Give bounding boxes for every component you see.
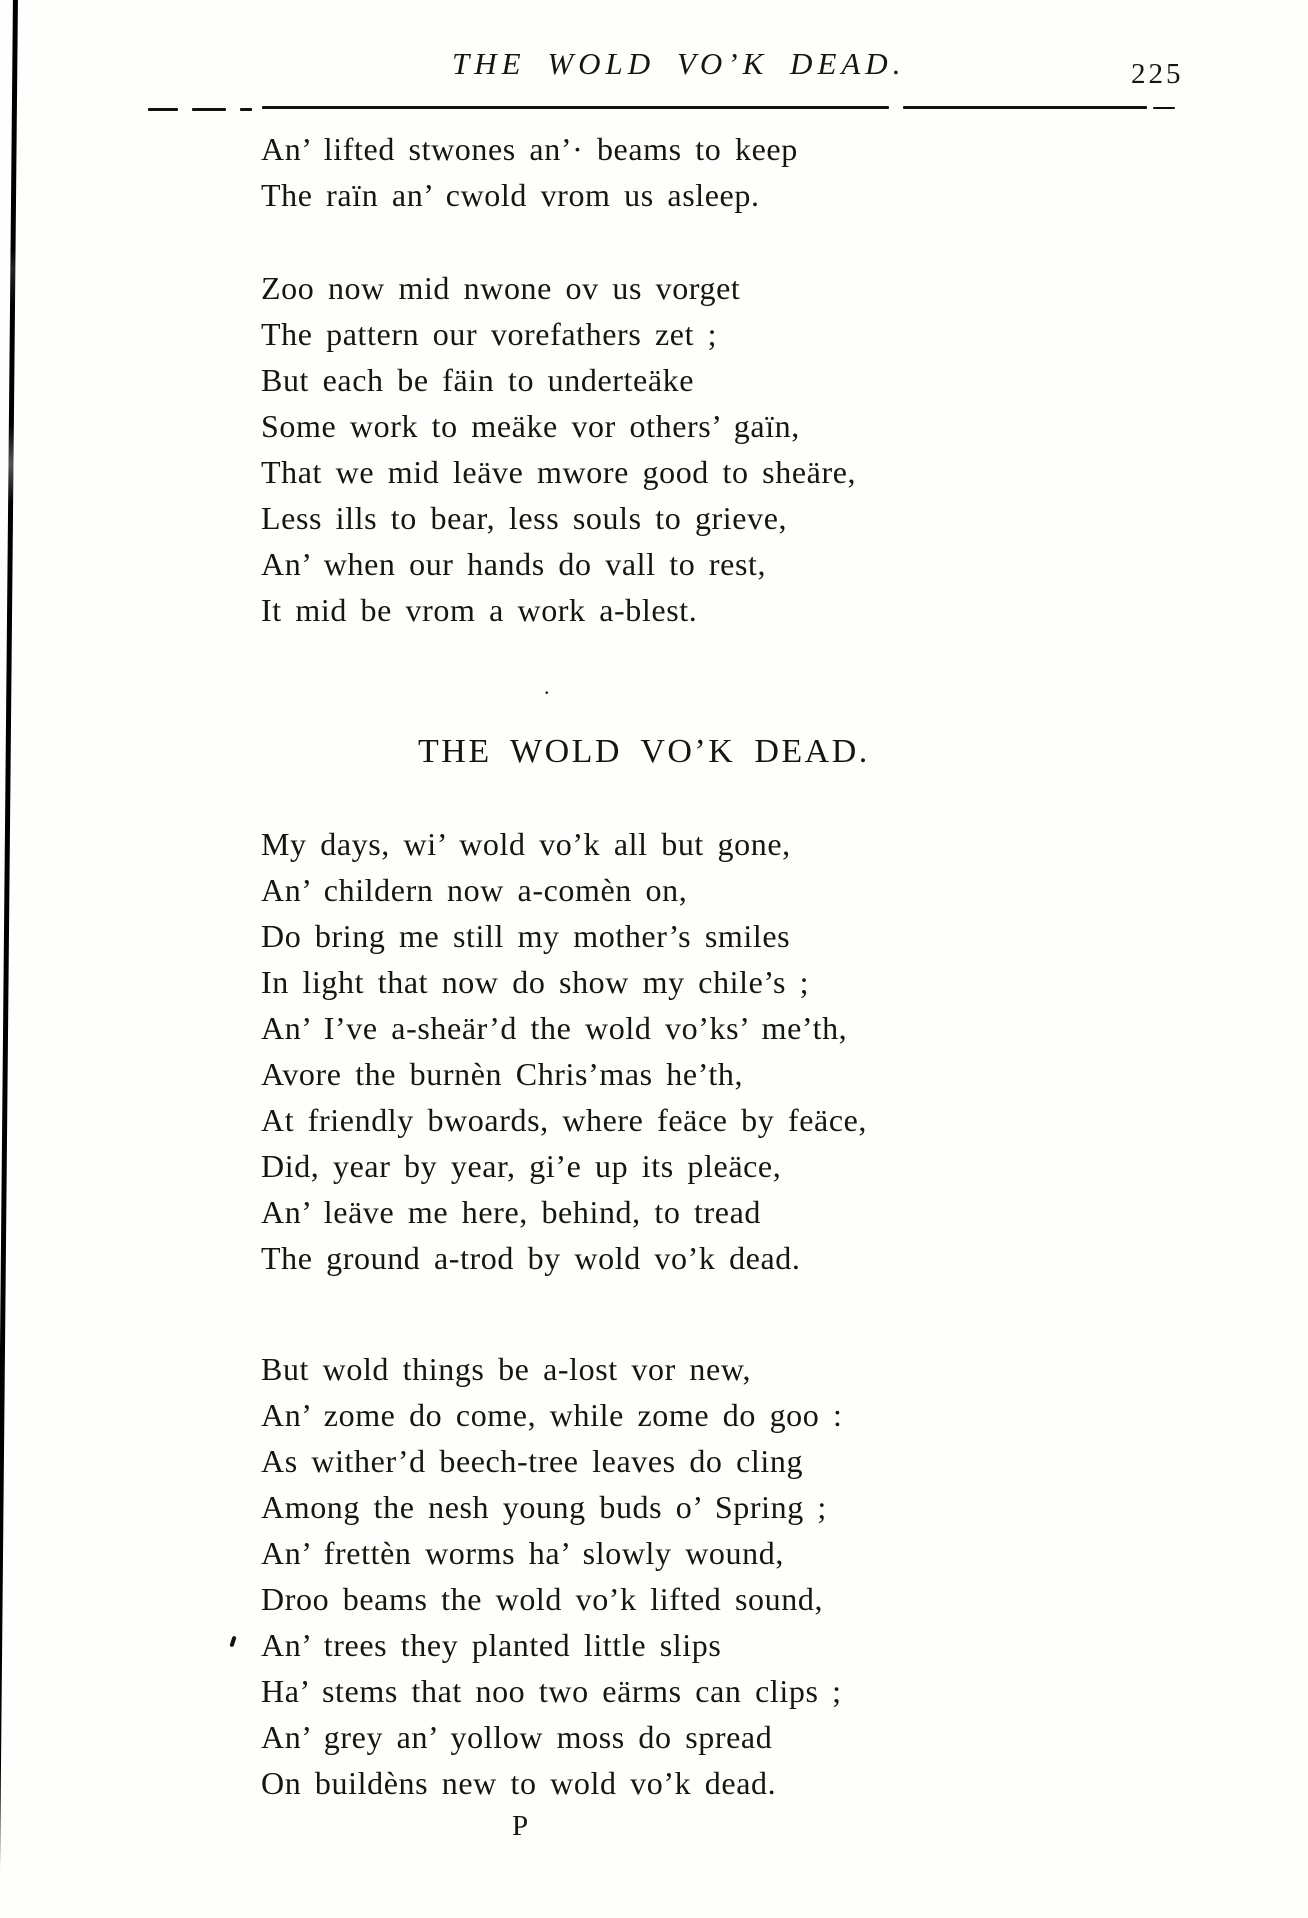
- poem-line: Zoo now mid nwone ov us vorget: [261, 270, 741, 306]
- poem-line: Some work to meäke vor others’ gaïn,: [261, 408, 800, 444]
- rule-dash: [192, 108, 226, 111]
- poem-line: An’ leäve me here, behind, to tread: [261, 1194, 761, 1230]
- poem-line: Did, year by year, gi’e up its pleäce,: [261, 1148, 782, 1184]
- rule-dash: [240, 108, 252, 111]
- rule-line: [903, 106, 1147, 109]
- poem-line: But wold things be a-lost vor new,: [261, 1351, 752, 1387]
- poem-line: On buildèns new to wold vo’k dead.: [261, 1765, 777, 1801]
- rule-dash: [148, 108, 178, 111]
- poem-line: Ha’ stems that noo two eärms can clips ;: [261, 1673, 842, 1709]
- poem-line: In light that now do show my chile’s ;: [261, 964, 810, 1000]
- scan-binding-edge: [0, 0, 18, 1918]
- poem-line: Avore the burnèn Chris’mas he’th,: [261, 1056, 744, 1092]
- poem-line: An’ childern now a-comèn on,: [261, 872, 688, 908]
- poem-line: Do bring me still my mother’s smiles: [261, 918, 791, 954]
- stanza-fragment: [261, 126, 798, 218]
- poem-line: An’ I’ve a-sheär’d the wold vo’ks’ me’th,: [261, 1010, 848, 1046]
- poem-line: The pattern our vorefathers zet ;: [261, 316, 718, 352]
- header-rule: [0, 106, 1308, 110]
- poem-line: An’ frettèn worms ha’ slowly wound,: [261, 1535, 784, 1571]
- poem-line: An’ zome do come, while zome do goo :: [261, 1397, 843, 1433]
- printer-signature: P: [512, 1810, 529, 1842]
- poem-line: It mid be vrom a work a-blest.: [261, 592, 698, 628]
- poem-line: That we mid leäve mwore good to sheäre,: [261, 454, 857, 490]
- poem-line: Droo beams the wold vo’k lifted sound,: [261, 1581, 824, 1617]
- poem-line: An’ when our hands do vall to rest,: [261, 546, 767, 582]
- poem-line: But each be fäin to underteäke: [261, 362, 695, 398]
- rule-line: [262, 106, 889, 109]
- poem-line: An’ trees they planted little slips: [261, 1627, 722, 1663]
- poem-line: Less ills to bear, less souls to grieve,: [261, 500, 788, 536]
- section-separator-mark: .: [544, 674, 550, 699]
- poem-title: THE WOLD VO’K DEAD.: [418, 733, 870, 770]
- stanza: [261, 265, 856, 633]
- running-title: THE WOLD VO’K DEAD.: [452, 46, 906, 81]
- rule-dash: [1153, 107, 1175, 109]
- poem-line: As wither’d beech-tree leaves do cling: [261, 1443, 804, 1479]
- poem-line: At friendly bwoards, where feäce by feäce,: [261, 1102, 868, 1138]
- poem-line: The ground a-trod by wold vo’k dead.: [261, 1240, 801, 1276]
- page-number: 225: [1131, 58, 1184, 90]
- poem-line: The raïn an’ cwold vrom us asleep.: [261, 177, 760, 213]
- stanza: [261, 821, 867, 1281]
- margin-ink-mark: [229, 1636, 236, 1648]
- poem-line: My days, wi’ wold vo’k all but gone,: [261, 826, 791, 862]
- stanza: [261, 1346, 842, 1806]
- poem-line: Among the nesh young buds o’ Spring ;: [261, 1489, 827, 1525]
- poem-line: An’ grey an’ yollow moss do spread: [261, 1719, 773, 1755]
- poem-line: An’ lifted stwones an’· beams to keep: [261, 131, 798, 167]
